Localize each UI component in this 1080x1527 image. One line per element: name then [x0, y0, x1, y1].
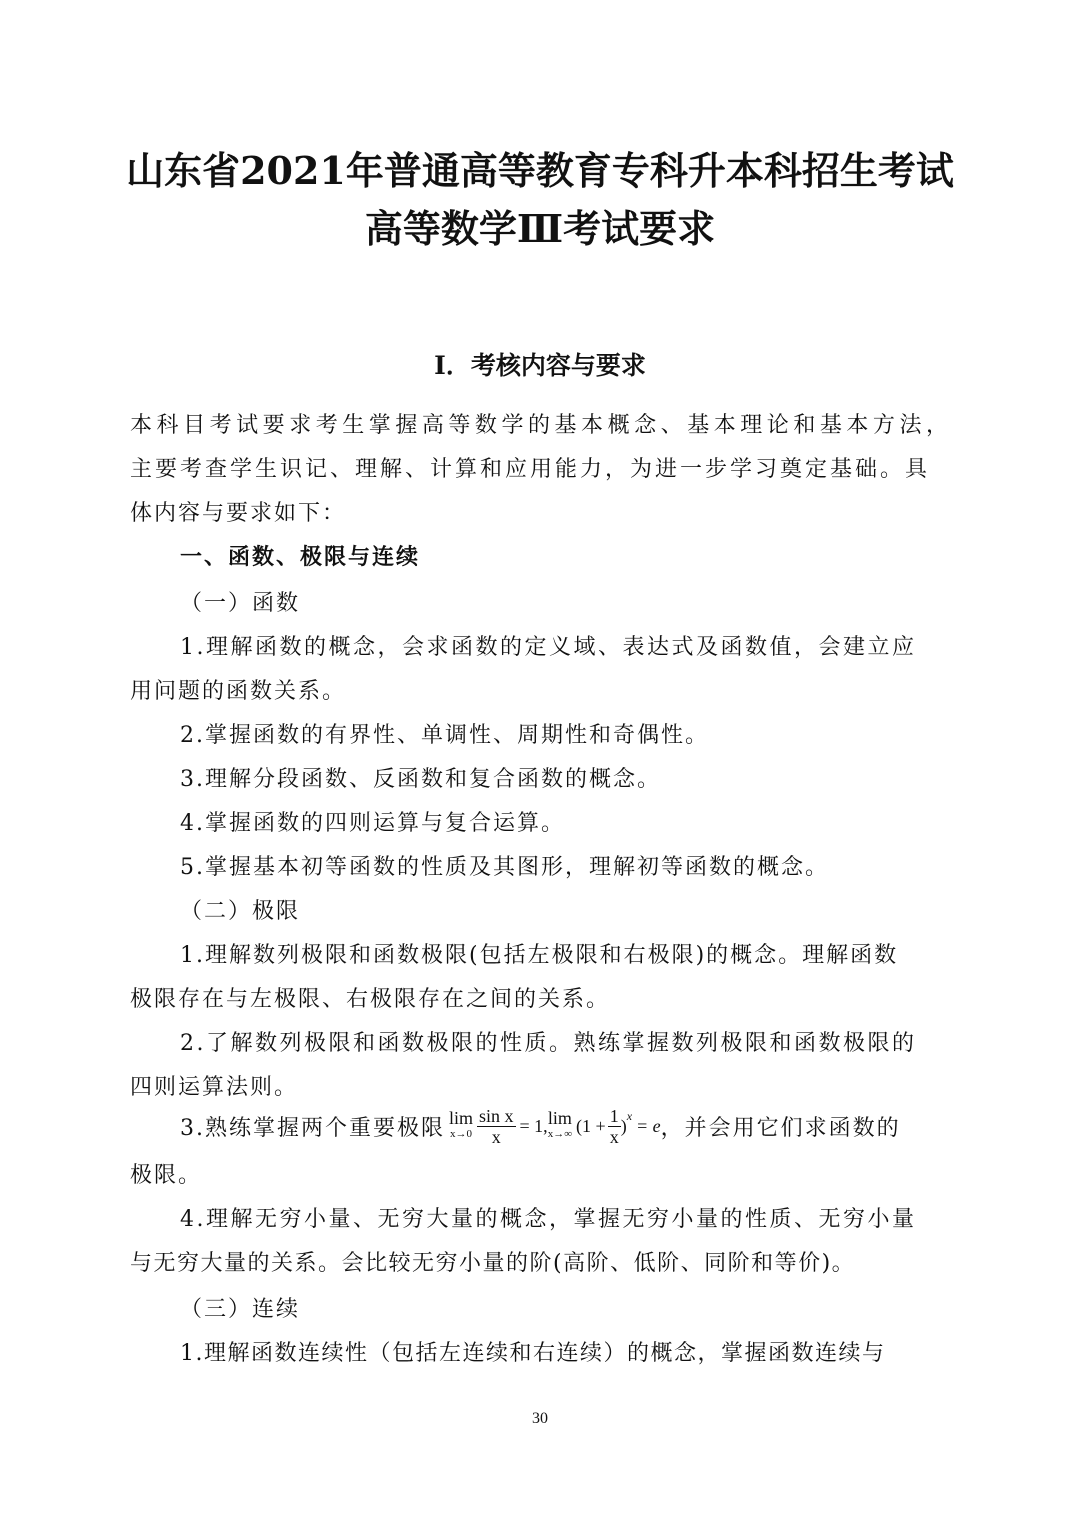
sub2-item1-line1: 1.理解数列极限和函数极限(包括左极限和右极限)的概念。理解函数: [180, 943, 899, 968]
sub2-item4-line1: 4.理解无穷小量、无穷大量的概念，掌握无穷小量的性质、无穷小量: [180, 1207, 917, 1232]
sub3-heading: （三）连续: [180, 1297, 301, 1322]
sub3-item1-line1: 1.理解函数连续性（包括左连续和右连续）的概念，掌握函数连续与: [180, 1341, 886, 1366]
section-heading: Ⅰ．考核内容与要求: [434, 351, 646, 380]
intro-line-2: 主要考查学生识记、理解、计算和应用能力，为进一步学习奠定基础。具: [130, 457, 931, 482]
part1-heading: 一、函数、极限与连续: [180, 544, 421, 570]
limit-1-label: lim: [449, 1108, 474, 1128]
fraction-2-denominator: x: [609, 1126, 619, 1147]
limit-2: [548, 1110, 572, 1142]
intro-line-3: 体内容与要求如下：: [130, 501, 347, 526]
limit-2-result: = e: [636, 1115, 661, 1136]
sub1-item3: 3.理解分段函数、反函数和复合函数的概念。: [180, 767, 661, 792]
sub2-item2-line1: 2.了解数列极限和函数极限的性质。熟练掌握数列极限和函数极限的: [180, 1031, 917, 1056]
sub1-item2: 2.掌握函数的有界性、单调性、周期性和奇偶性。: [180, 723, 709, 748]
fraction-sinx-over-x: [477, 1106, 516, 1147]
limit-2-label: lim: [547, 1108, 572, 1128]
fraction-1-numerator: sin x: [479, 1105, 514, 1126]
limit-1-result: = 1,: [519, 1115, 548, 1136]
limit-2-open-paren: (1 +: [576, 1115, 606, 1136]
important-limits-formula: [449, 1106, 661, 1147]
sub2-item4-line2: 与无穷大量的关系。会比较无穷小量的阶(高阶、低阶、同阶和等价)。: [130, 1251, 856, 1276]
intro-line-1: 本科目考试要求考生掌握高等数学的基本概念、基本理论和基本方法，: [130, 413, 950, 438]
fraction-1-denominator: x: [491, 1126, 501, 1147]
sub2-heading: （二）极限: [180, 899, 301, 924]
limit-2-subscript: x→∞: [547, 1128, 573, 1140]
sub1-item5: 5.掌握基本初等函数的性质及其图形，理解初等函数的概念。: [180, 855, 829, 880]
limit-2-exponent: x: [626, 1108, 633, 1123]
sub1-heading: （一）函数: [180, 591, 301, 616]
limit-1-subscript: x→0: [450, 1128, 472, 1140]
sub1-item1-line1: 1.理解函数的概念，会求函数的定义域、表达式及函数值，会建立应: [180, 635, 917, 660]
sub2-item3-suffix: ，并会用它们求函数的: [660, 1115, 901, 1141]
sub1-item4: 4.掌握函数的四则运算与复合运算。: [180, 811, 565, 836]
sub2-item1-line2: 极限存在与左极限、右极限存在之间的关系。: [130, 987, 611, 1012]
sub2-item3-line1: [180, 1100, 901, 1152]
document-title-line2: 高等数学Ⅲ考试要求: [364, 206, 716, 251]
limit-1: [449, 1110, 473, 1142]
page-number: 30: [532, 1410, 548, 1427]
sub2-item3-prefix: 3.熟练掌握两个重要极限: [180, 1115, 445, 1141]
document-title-line1: 山东省2021年普通高等教育专科升本科招生考试: [126, 148, 954, 193]
sub1-item1-line2: 用问题的函数关系。: [130, 679, 347, 704]
fraction-one-over-x: [608, 1106, 621, 1147]
sub2-item2-line2: 四则运算法则。: [130, 1075, 299, 1100]
limit-2-close-paren: ): [620, 1115, 627, 1136]
fraction-2-numerator: 1: [609, 1105, 619, 1126]
sub2-item3-line2: 极限。: [130, 1163, 203, 1188]
